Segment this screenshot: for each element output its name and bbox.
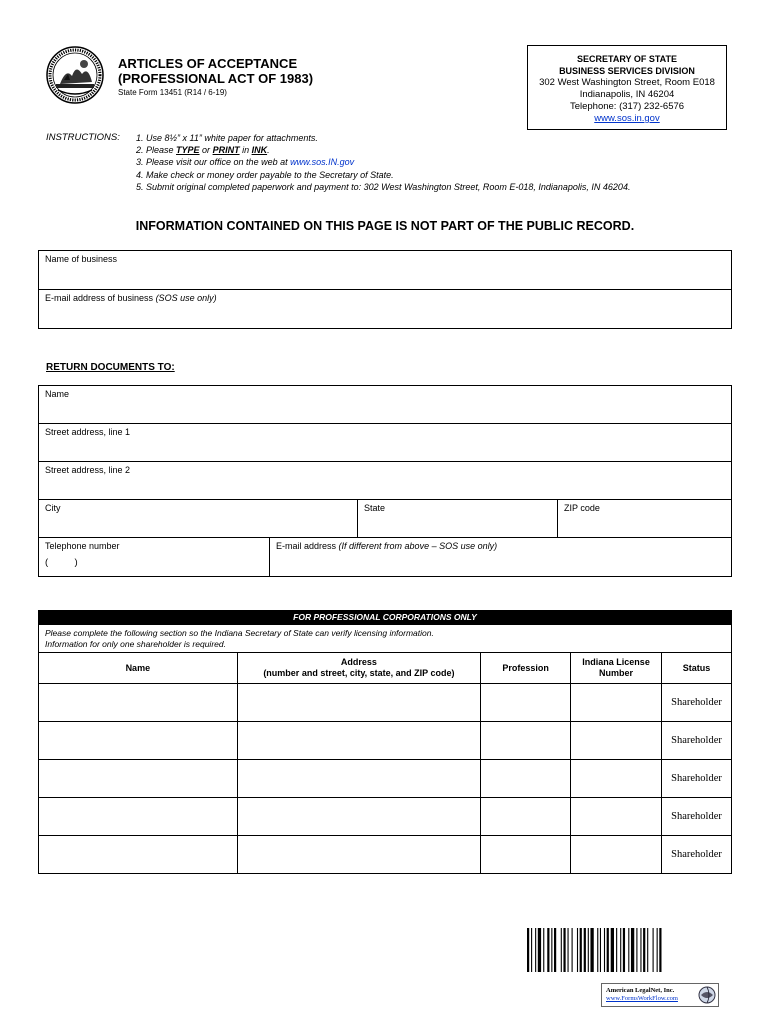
shareholder-profession-cell[interactable] <box>481 684 571 722</box>
sos-line1: SECRETARY OF STATE <box>576 54 677 64</box>
sos-address: 302 West Washington Street, Room E018 <box>539 77 715 88</box>
column-header-license: Indiana License Number <box>571 653 662 684</box>
professional-note-line1: Please complete the following section so the Indiana Secretary of State can verify licensing information. <box>45 628 434 638</box>
instruction-5: 5. Submit original completed paperwork and payment to: 302 West Washington Street, Room E-018, Indianapolis, IN 46204. <box>136 181 631 192</box>
column-header-address: Address (number and street, city, state, and ZIP code) <box>237 653 481 684</box>
return-phone-field[interactable] <box>38 537 270 577</box>
shareholder-license-cell[interactable] <box>571 684 662 722</box>
shareholder-address-cell[interactable] <box>237 836 481 874</box>
professional-instructions <box>38 625 732 653</box>
sos-city: Indianapolis, IN 46204 <box>579 89 675 100</box>
return-street1-label: Street address, line 1 <box>45 427 131 437</box>
instructions-list <box>136 132 630 193</box>
footer-company: American LegalNet, Inc. <box>606 987 675 994</box>
table-row <box>39 684 732 722</box>
shareholder-name-cell[interactable] <box>39 722 238 760</box>
shareholder-status-cell: Shareholder <box>662 684 732 722</box>
business-email-field[interactable] <box>38 289 732 329</box>
return-zip-field[interactable] <box>557 499 732 538</box>
return-name-label: Name <box>45 389 70 399</box>
shareholder-name-cell[interactable] <box>39 836 238 874</box>
return-email-note: (If different from above – SOS use only) <box>338 541 498 551</box>
shareholder-license-cell[interactable] <box>571 798 662 836</box>
barcode-icon <box>527 928 710 972</box>
column-header-status: Status <box>662 653 732 684</box>
shareholder-license-cell[interactable] <box>571 836 662 874</box>
column-header-profession: Profession <box>481 653 571 684</box>
return-email-field[interactable] <box>269 537 732 577</box>
return-state-label: State <box>364 503 386 513</box>
business-name-field[interactable] <box>38 250 732 290</box>
return-documents-heading: RETURN DOCUMENTS TO: <box>46 362 175 373</box>
column-header-name: Name <box>39 653 238 684</box>
shareholder-profession-cell[interactable] <box>481 722 571 760</box>
american-legalnet-footer <box>601 983 719 1007</box>
instructions-label: INSTRUCTIONS: <box>46 132 120 143</box>
shareholder-status-cell: Shareholder <box>662 760 732 798</box>
shareholder-address-cell[interactable] <box>237 760 481 798</box>
return-zip-label: ZIP code <box>564 503 600 513</box>
shareholder-address-cell[interactable] <box>237 684 481 722</box>
instruction-4: 4. Make check or money order payable to the Secretary of State. <box>136 169 394 180</box>
footer-website-link[interactable]: www.FormsWorkFlow.com <box>606 995 678 1002</box>
return-street1-field[interactable] <box>38 423 732 462</box>
instruction-web-link[interactable]: www.sos.IN.gov <box>290 157 355 168</box>
shareholder-status-cell: Shareholder <box>662 798 732 836</box>
table-row <box>39 760 732 798</box>
return-state-field[interactable] <box>357 499 558 538</box>
form-number: State Form 13451 (R14 / 6-19) <box>118 88 227 97</box>
shareholder-profession-cell[interactable] <box>481 798 571 836</box>
shareholder-address-cell[interactable] <box>237 798 481 836</box>
shareholder-name-cell[interactable] <box>39 798 238 836</box>
instruction-3: 3. Please visit our office on the web at www.sos.IN.gov <box>136 157 355 168</box>
shareholder-profession-cell[interactable] <box>481 760 571 798</box>
return-city-label: City <box>45 503 61 513</box>
return-street2-field[interactable] <box>38 461 732 500</box>
table-row <box>39 798 732 836</box>
globe-logo-icon <box>698 986 716 1004</box>
shareholder-license-cell[interactable] <box>571 760 662 798</box>
professional-corporations-header: FOR PROFESSIONAL CORPORATIONS ONLY <box>38 610 732 625</box>
shareholder-table <box>38 652 732 874</box>
indiana-state-seal-icon <box>46 46 104 104</box>
form-title-line1: ARTICLES OF ACCEPTANCE <box>118 56 298 71</box>
professional-note-line2: Information for only one shareholder is required. <box>45 639 226 649</box>
sos-website-link[interactable]: www.sos.in.gov <box>594 113 660 124</box>
return-phone-placeholder: ( ) <box>45 557 78 568</box>
shareholder-name-cell[interactable] <box>39 760 238 798</box>
instruction-2: 2. Please TYPE or PRINT in INK. <box>136 145 270 156</box>
return-phone-label: Telephone number <box>45 541 120 551</box>
return-email-label: E-mail address <box>276 541 339 551</box>
business-email-label: E-mail address of business <box>45 293 156 303</box>
shareholder-name-cell[interactable] <box>39 684 238 722</box>
return-city-field[interactable] <box>38 499 358 538</box>
shareholder-profession-cell[interactable] <box>481 836 571 874</box>
shareholder-license-cell[interactable] <box>571 722 662 760</box>
form-title-line2: (PROFESSIONAL ACT OF 1983) <box>118 71 314 86</box>
shareholder-address-cell[interactable] <box>237 722 481 760</box>
business-email-note: (SOS use only) <box>155 293 217 303</box>
return-street2-label: Street address, line 2 <box>45 465 131 475</box>
table-row <box>39 722 732 760</box>
form-title <box>118 56 313 86</box>
sos-line2: BUSINESS SERVICES DIVISION <box>559 66 695 76</box>
secretary-of-state-box <box>527 45 727 130</box>
sos-phone: Telephone: (317) 232-6576 <box>569 101 685 112</box>
shareholder-status-cell: Shareholder <box>662 722 732 760</box>
public-record-notice: INFORMATION CONTAINED ON THIS PAGE IS NOT PART OF THE PUBLIC RECORD. <box>135 219 635 233</box>
table-row <box>39 836 732 874</box>
instruction-1: 1. Use 8½” x 11” white paper for attachments. <box>136 133 318 143</box>
business-name-label: Name of business <box>45 254 118 264</box>
shareholder-table-header <box>39 653 732 684</box>
return-name-field[interactable] <box>38 385 732 424</box>
shareholder-status-cell: Shareholder <box>662 836 732 874</box>
